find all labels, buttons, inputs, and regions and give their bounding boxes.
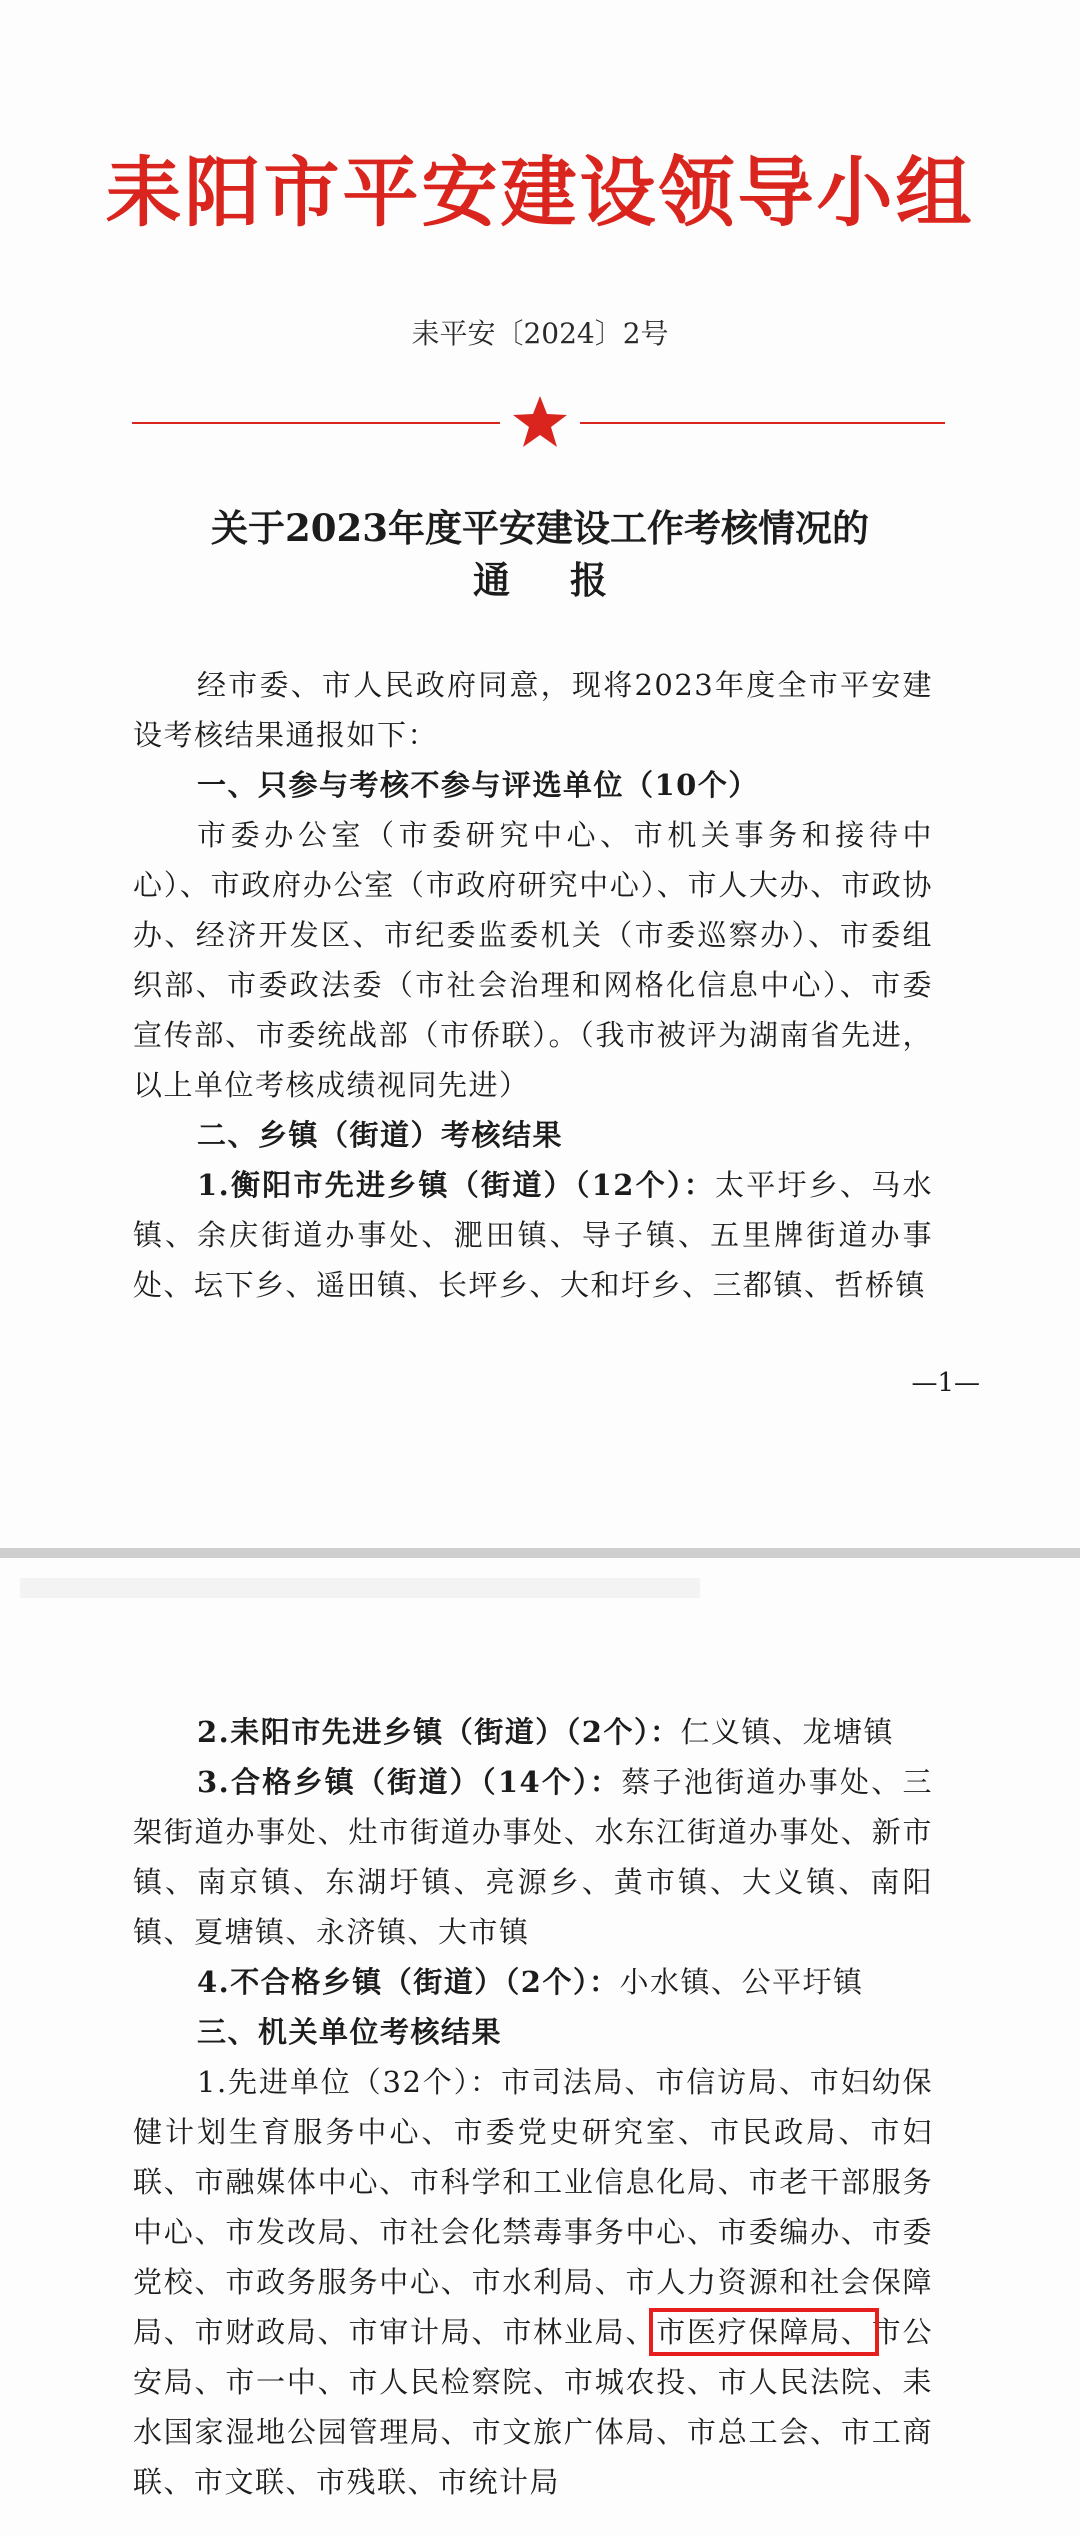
org-title: 耒阳市平安建设领导小组 bbox=[105, 148, 975, 237]
red-rule-right bbox=[580, 422, 945, 424]
item1-body: 太平圩乡、马水镇、余庆街道办事处、淝田镇、导子镇、五里牌街道办事处、坛下乡、遥田镇、长坪乡、大和圩乡、三都镇、哲桥镇 bbox=[133, 1168, 933, 1302]
notice-title bbox=[0, 502, 1080, 606]
item4-label: 4.不合格乡镇（街道）（2个）： bbox=[197, 1965, 620, 1999]
item3-body: 蔡子池街道办事处、三架街道办事处、灶市街道办事处、水东江街道办事处、新市镇、南京镇、东湖圩镇、亮源乡、黄市镇、大义镇、南阳镇、夏塘镇、永济镇、大市镇 bbox=[133, 1765, 933, 1949]
item5-body-before: 市司法局、市信访局、市妇幼保健计划生育服务中心、市委党史研究室、市民政局、市妇联、市融媒体中心、市科学和工业信息化局、市老干部服务中心、市发改局、市社会化禁毒事务中心、市委编办、市委党校、市政务服务中心、市水利局、市人力资源和社会保障局、市财政局、市审计局、市林业局、 bbox=[133, 2065, 933, 2349]
page2-body bbox=[133, 1707, 933, 2507]
section3-heading: 三、机关单位考核结果 bbox=[197, 2015, 503, 2049]
document-number: 耒平安〔2024〕2号 bbox=[411, 317, 669, 350]
item5-label: 1.先进单位（32个）： bbox=[197, 2065, 501, 2099]
item4-body: 小水镇、公平圩镇 bbox=[619, 1965, 864, 1999]
notice-title-line1: 关于2023年度平安建设工作考核情况的 bbox=[211, 506, 869, 550]
item5-paragraph bbox=[133, 2057, 933, 2507]
intro-paragraph: 经市委、市人民政府同意，现将2023年度全市平安建设考核结果通报如下： bbox=[133, 668, 933, 752]
item3-label: 3.合格乡镇（街道）（14个）： bbox=[197, 1765, 622, 1799]
red-rule-left bbox=[132, 422, 500, 424]
item5-body-after: 市公安局、市一中、市人民检察院、市城农投、市人民法院、耒水国家湿地公园管理局、市文旅广体局、市总工会、市工商联、市文联、市残联、市统计局 bbox=[133, 2315, 933, 2499]
scan-artifact bbox=[20, 1578, 700, 1598]
item1-label: 1.衡阳市先进乡镇（街道）（12个）： bbox=[197, 1168, 715, 1202]
section1-heading: 一、只参与考核不参与评选单位（10个） bbox=[197, 768, 759, 802]
section1-body: 市委办公室（市委研究中心、市机关事务和接待中心）、市政府办公室（市政府研究中心）、市人大办、市政协办、经济开发区、市纪委监委机关（市委巡察办）、市委组织部、市委政法委（市社会治理和网格化信息中心）、市委宣传部、市委统战部（市侨联）。（我市被评为湖南省先进，以上单位考核成绩视同先进） bbox=[133, 818, 933, 1102]
notice-title-line2: 通报 bbox=[473, 558, 667, 602]
section2-heading: 二、乡镇（街道）考核结果 bbox=[197, 1118, 564, 1152]
item2-label: 2.耒阳市先进乡镇（街道）（2个）： bbox=[197, 1715, 681, 1749]
highlighted-entry: 市医疗保障局、 bbox=[656, 2315, 872, 2349]
item3-paragraph bbox=[133, 1757, 933, 1957]
red-star-icon bbox=[510, 392, 570, 452]
page-separator bbox=[0, 1548, 1080, 1558]
page-number: —1— bbox=[911, 1368, 980, 1398]
page1-body bbox=[133, 660, 933, 1310]
item2-body: 仁义镇、龙塘镇 bbox=[680, 1715, 894, 1749]
item2-paragraph bbox=[133, 1707, 933, 1757]
item1-paragraph bbox=[133, 1160, 933, 1310]
item4-paragraph bbox=[133, 1957, 933, 2007]
